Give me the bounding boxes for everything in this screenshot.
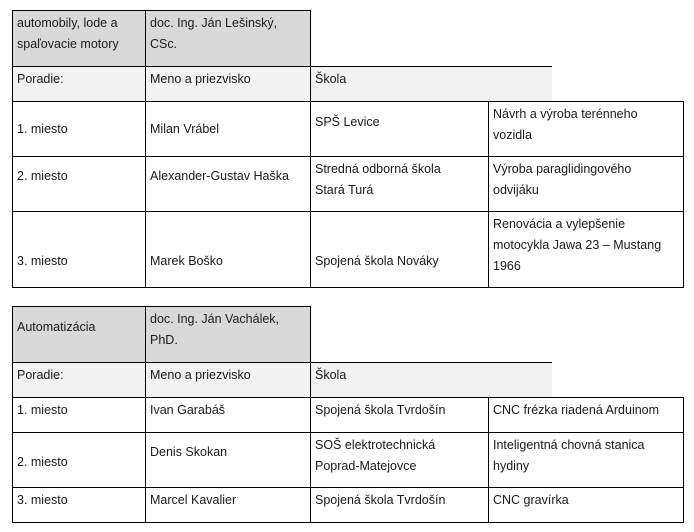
column-header-name: Meno a priezvisko: [145, 66, 311, 102]
table-row-project: CNC gravírka: [488, 487, 684, 523]
table-row-school: Spojená škola Nováky: [310, 211, 489, 288]
category-cell: Automatizácia: [12, 306, 146, 363]
table-row-rank: 2. miesto: [12, 156, 146, 212]
supervisor-cell: doc. Ing. Ján Vachálek, PhD.: [145, 306, 311, 363]
category-cell: automobily, lode a spaľovacie motory: [12, 10, 146, 67]
table-row-project: Inteligentná chovná stanica hydiny: [488, 432, 684, 488]
table-row-name: Milan Vrábel: [145, 101, 311, 157]
table-row-school: SPŠ Levice: [310, 101, 489, 157]
table-row-rank: 3. miesto: [12, 487, 146, 523]
table-row-rank: 3. miesto: [12, 211, 146, 288]
table-row-rank: 1. miesto: [12, 101, 146, 157]
table-row-name: Denis Skokan: [145, 432, 311, 488]
table-row-school: Spojená škola Tvrdošín: [310, 397, 489, 433]
table-row-rank: 2. miesto: [12, 432, 146, 488]
column-header-school: Škola: [310, 66, 552, 102]
table-row-school: SOŠ elektrotechnická Poprad-Matejovce: [310, 432, 489, 488]
table-row-name: Marek Boško: [145, 211, 311, 288]
column-header-rank: Poradie:: [12, 362, 146, 398]
table-row-project: Výroba paraglidingového odvijáku: [488, 156, 684, 212]
table-row-name: Marcel Kavalier: [145, 487, 311, 523]
column-header-rank: Poradie:: [12, 66, 146, 102]
table-row-project: Renovácia a vylepšenie motocykla Jawa 23 – Mustang 1966: [488, 211, 684, 288]
table-row-rank: 1. miesto: [12, 397, 146, 433]
table-row-name: Ivan Garabáš: [145, 397, 311, 433]
table-row-school: Stredná odborná škola Stará Turá: [310, 156, 489, 212]
table-row-name: Alexander-Gustav Haška: [145, 156, 311, 212]
table-row-project: Návrh a výroba terénneho vozidla: [488, 101, 684, 157]
column-header-school: Škola: [310, 362, 552, 398]
supervisor-cell: doc. Ing. Ján Lešinský, CSc.: [145, 10, 311, 67]
table-row-project: CNC frézka riadená Arduinom: [488, 397, 684, 433]
column-header-name: Meno a priezvisko: [145, 362, 311, 398]
table-row-school: Spojená škola Tvrdošín: [310, 487, 489, 523]
